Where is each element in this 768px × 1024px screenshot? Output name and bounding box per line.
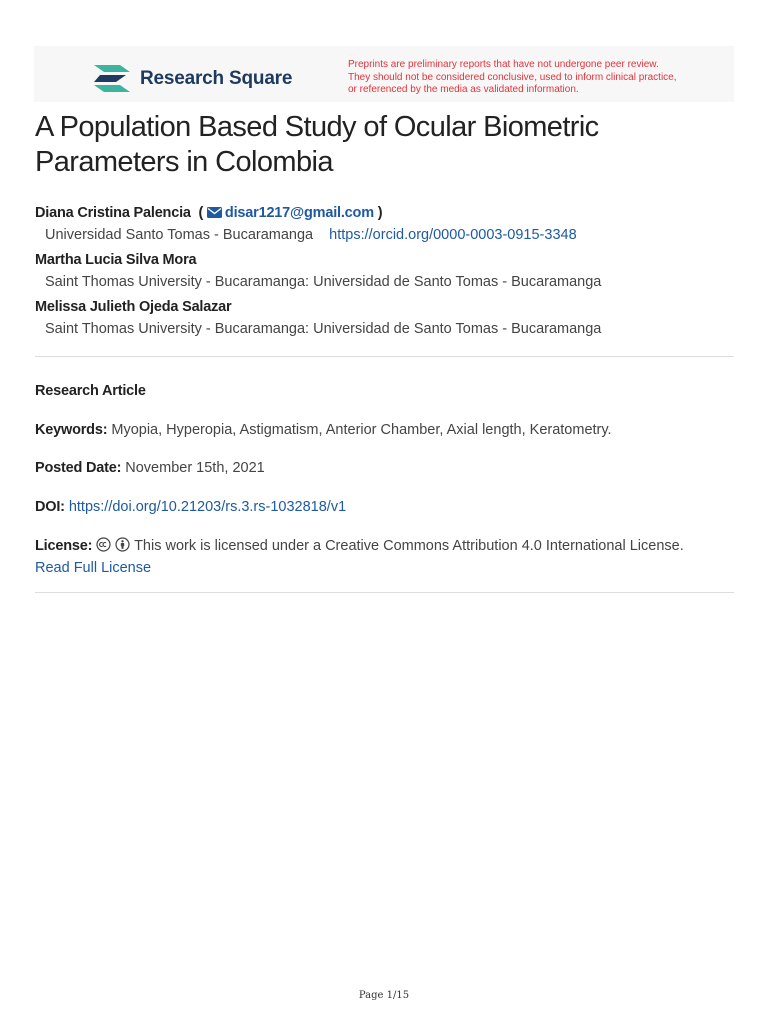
license-row — [35, 535, 735, 579]
doi-row — [35, 496, 735, 518]
preprint-disclaimer — [348, 59, 708, 97]
article-type — [35, 380, 735, 402]
research-square-logo-icon — [94, 65, 130, 93]
divider — [35, 356, 734, 357]
author-name: Diana Cristina Palencia — [35, 205, 191, 221]
disclaimer-line: They should not be considered conclusive, used to inform clinical practice, — [348, 71, 677, 83]
divider — [35, 592, 734, 593]
author-list — [35, 202, 735, 343]
keywords-row — [35, 419, 735, 441]
author-email: disar1217@gmail.com — [224, 205, 374, 221]
author-name: Melissa Julieth Ojeda Salazar — [35, 299, 232, 315]
author-email-group: ( disar1217@gmail.com ) — [194, 205, 383, 221]
doi-label: DOI: — [35, 499, 65, 515]
by-icon — [115, 537, 130, 552]
paper-title — [35, 110, 735, 180]
cc-icon — [96, 537, 111, 552]
disclaimer-line: Preprints are preliminary reports that have not undergone peer review. — [348, 59, 659, 70]
envelope-icon — [207, 207, 222, 218]
license-text: This work is licensed under a Creative Commons Attribution 4.0 International License. — [134, 538, 684, 554]
license-label: License: — [35, 538, 93, 554]
read-full-license-link[interactable]: Read Full License — [35, 560, 152, 576]
posted-date-label: Posted Date: — [35, 460, 122, 476]
author-affiliation — [35, 224, 735, 249]
author-entry — [35, 202, 735, 224]
brand-name: Research Square — [140, 68, 293, 89]
keywords-value: Myopia, Hyperopia, Astigmatism, Anterior Chamber, Axial length, Keratometry. — [111, 422, 612, 438]
author-affiliation: Saint Thomas University - Bucaramanga: Universidad de Santo Tomas - Bucaramanga — [45, 321, 602, 337]
keywords-label: Keywords: — [35, 422, 108, 438]
affiliation-text: Universidad Santo Tomas - Bucaramanga — [45, 227, 314, 243]
article-type-label: Research Article — [35, 383, 146, 399]
title-line: A Population Based Study of Ocular Biometric — [35, 111, 599, 143]
orcid-link[interactable]: https://orcid.org/0000-0003-0915-3348 — [329, 227, 577, 243]
posted-date-value: November 15th, 2021 — [125, 460, 265, 476]
posted-date-row — [35, 457, 735, 479]
author-affiliation: Saint Thomas University - Bucaramanga: Universidad de Santo Tomas - Bucaramanga — [45, 274, 602, 290]
doi-link[interactable]: https://doi.org/10.21203/rs.3.rs-1032818/v1 — [68, 499, 347, 515]
title-line: Parameters in Colombia — [35, 146, 333, 178]
author-name: Martha Lucia Silva Mora — [35, 252, 197, 268]
page-number: Page 1/15 — [358, 990, 410, 1001]
author-email-link[interactable] — [207, 205, 374, 221]
research-square-logo[interactable] — [94, 64, 292, 94]
disclaimer-line: or referenced by the media as validated information. — [348, 84, 579, 95]
